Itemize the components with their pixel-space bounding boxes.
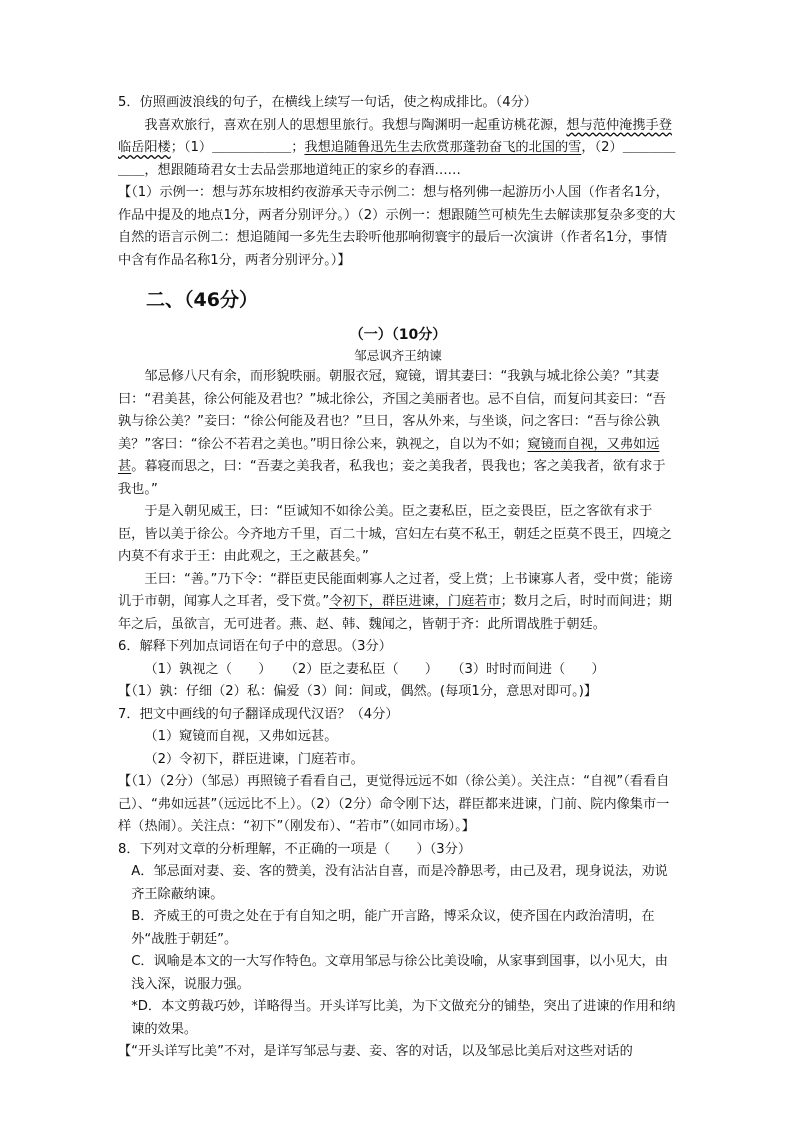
passage-title: 邹忌讽齐王纳谏	[354, 348, 442, 363]
document-page	[118, 92, 678, 1064]
passage-paragraph-2: 于是入朝见威王，曰：“臣诚知不如徐公美。臣之妻私臣，臣之妾畏臣，臣之客欲有求于臣，皆以美于徐公。今齐地方千里，百二十城，宫妇左右莫不私王，朝廷之臣莫不畏王，四境之内莫不有求于王：由此观之，王之蔽甚矣。”	[118, 504, 672, 564]
q8-option-a: A．邹忌面对妻、妾、客的赞美，没有沾沾自喜，而是冷静思考，由己及君，现身说法，劝说齐王除蔽纳谏。	[131, 864, 668, 902]
q6-answer: 【（1）孰：仔细（2）私：偏爱（3）间：间或，偶然。(每项1分，意思对即可。)】	[118, 684, 598, 699]
q5-answer: 【（1）示例一：想与苏东坡相约夜游承天寺示例二：想与格列佛一起游历小人国（作者名1分，作品中提及的地点1分，两者分别评分。）（2）示例一：想跟随竺可桢先生去解读那复杂多变的大自然的语言示例二：想追随闻一多先生去聆听他那响彻寰宇的最后一次演讲（作者名1分，事情中含有作品名称1分，两者分别评分。）】	[118, 185, 676, 268]
p1-underlined-sentence: 窥镜而自视，又弗如远甚	[118, 436, 660, 474]
q8-stem: 8．下列对文章的分析理解，不正确的一项是（ ）（3分）	[118, 841, 472, 857]
q8-option-d: *D．本文剪裁巧妙，详略得当。开头详写比美，为下文做充分的铺垫，突出了进谏的作用和纳谏的效果。	[131, 999, 676, 1037]
q6-stem: 6．解释下列加点词语在句子中的意思。（3分）	[118, 639, 392, 654]
q7-sentence-2: （2）令初下，群臣进谏，门庭若市。	[144, 751, 364, 767]
q8-answer: 【“开头详写比美”不对，是详写邹忌与妻、妾、客的对话，以及邹忌比美后对这些对话的	[118, 1044, 633, 1059]
q5-paragraph	[118, 115, 678, 183]
p3-underlined-sentence: 令初下，群臣进谏，门庭若市	[329, 594, 501, 609]
q5-text-c: ，（2）＿＿＿＿＿＿，想跟随琦君女士去品尝那地道纯正的家乡的春酒……	[118, 140, 676, 178]
q5-wavy-sentence: 想与范仲淹携手登临岳阳楼	[118, 117, 672, 155]
p1-text-b: 。暮寝而思之，曰：“吾妻之美我者，私我也；妾之美我者，畏我也；客之美我者，欲有求于我也。”	[118, 459, 666, 497]
section-heading: 二、（46分）	[146, 289, 258, 311]
q6-items: （1）孰视之（ ） （2）臣之妻私臣（ ） （3）时时而间进（ ）	[144, 661, 605, 677]
passage-paragraph-1	[118, 366, 678, 501]
q7-sentence-1: （1）窥镜而自视，又弗如远甚。	[144, 729, 338, 744]
q5-stem: 5．仿照画波浪线的句子，在横线上续写一句话，使之构成排比。（4分）	[118, 95, 537, 110]
q7-stem: 7．把文中画线的句子翻译成现代汉语？（4分）	[118, 706, 399, 722]
passage-paragraph-3	[118, 569, 678, 637]
q5-underlined-sentence: 我想追随鲁迅先生去欣赏那蓬勃奋飞的北国的雪	[304, 140, 582, 155]
q5-text-a: 我喜欢旅行，喜欢在别人的思想里旅行。我想与陶渊明一起重访桃花源，	[144, 117, 567, 133]
p1-text-a: 邹忌修八尺有余，而形貌昳丽。朝服衣冠，窥镜，谓其妻曰：“我孰与城北徐公美？”其妻曰：“君美甚，徐公何能及君也？”城北徐公，齐国之美丽者也。忌不自信，而复问其妾曰：“吾孰与徐公美？”妾曰：“徐公何能及君也？”旦日，客从外来，与坐谈，问之客曰：“吾与徐公孰美？”客曰：“徐公不若君之美也。”明日徐公来，孰视之，自以为不如；	[118, 369, 666, 452]
q8-option-c: C．讽喻是本文的一大写作特色。文章用邹忌与徐公比美设喻，从家事到国事，以小见大，由浅入深，说服力强。	[131, 954, 668, 992]
passage-part: （一）（10分）	[349, 327, 447, 343]
p3-text-b: ；数月之后，时时而间进；期年之后，虽欲言，无可进者。燕、赵、韩、魏闻之，皆朝于齐：此所谓战胜于朝廷。	[118, 594, 673, 632]
q5-text-b: ；（1）＿＿＿＿＿＿；	[170, 140, 305, 155]
q8-option-b: B．齐威王的可贵之处在于有自知之明，能广开言路，博采众议，使齐国在内政治清明，在外“战胜于朝廷”。	[131, 909, 655, 947]
p3-text-a: 王曰：“善。”乃下令：“群臣吏民能面刺寡人之过者，受上赏；上书谏寡人者，受中赏；能谤讥于市朝，闻寡人之耳者，受下赏。”	[118, 571, 673, 609]
q7-answer: 【（1）（2分）（邹忌）再照镜子看看自己，更觉得远远不如（徐公美）。关注点：“自视”（看看自己）、“弗如远甚”（远远比不上）。（2）（2分）命令刚下达，群臣都来进谏，门前、院内像集市一样（热闹）。关注点：“初下”（刚发布）、“若市”（如同市场）。】	[118, 774, 670, 834]
